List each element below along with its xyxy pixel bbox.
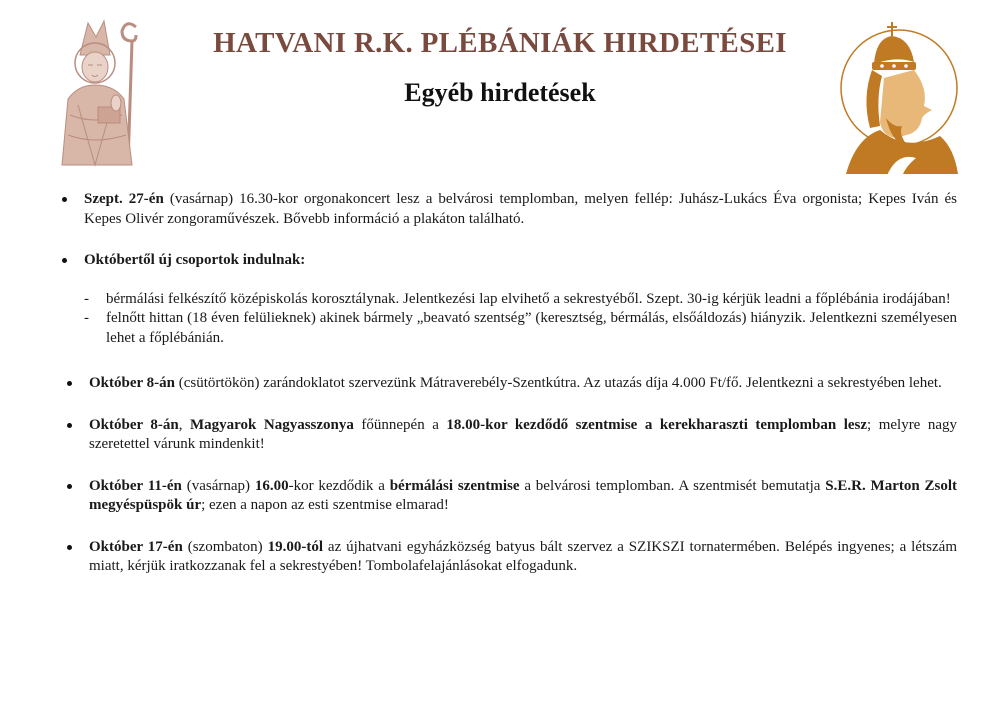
- announcement-text: (vasárnap) 16.30-kor orgonakoncert lesz a belvárosi templomban, melyen fellép: Juhász-Lukács Éva orgonista; Kepes Iván és Kepes Olivér zongoraművészek. Bővebb információ a plakáton található.: [84, 191, 957, 227]
- page-title: HATVANI R.K. PLÉBÁNIÁK HIRDETÉSEI: [213, 27, 787, 59]
- announcement-date: Október 11-én: [89, 477, 182, 494]
- bullet-icon: [67, 381, 72, 386]
- announcement-item: [62, 374, 957, 394]
- sub-item: [62, 290, 957, 310]
- announcement-text: az újhatvani egyházközség batyus bált szervez a SZIKSZI tornatermében. Belépés ingyenes; a létszám miatt, kérjük iratkozzanak fel a sekrestyében! Tombolafelajánlásokat elfogadunk.: [89, 538, 957, 574]
- announcement-text: (csütörtökön) zarándoklatot szervezünk Mátraverebély-Szentkútra. Az utazás díja 4.000 Ft/fő. Jelentkezni a sekrestyében lehet.: [174, 375, 942, 391]
- sub-item-text: felnőtt hittan (18 éven felülieknek) akinek bármely „beavató szentség” (keresztség, bérmálás, elsőáldozás) hiányzik. Jelentkezni személyesen lehet a főplébánián.: [106, 310, 957, 346]
- announcement-date: Október 8-án: [89, 375, 175, 391]
- announcement-heading: Októbertől új csoportok indulnak:: [84, 252, 306, 268]
- dash-icon: -: [84, 310, 89, 326]
- announcement-highlight: 19.00-tól: [267, 538, 324, 555]
- announcement-item: [62, 538, 957, 577]
- announcement-text: ,: [178, 416, 190, 433]
- bullet-icon: [62, 197, 67, 202]
- announcement-item: [62, 416, 957, 455]
- announcement-highlight: bérmálási szentmise: [389, 477, 520, 494]
- page-subtitle: Egyéb hirdetések: [404, 78, 596, 107]
- announcement-text: -kor kezdődik a: [288, 477, 390, 494]
- bullet-icon: [62, 258, 67, 263]
- sub-item: [62, 309, 957, 348]
- dash-icon: -: [84, 290, 89, 307]
- sub-item-text: bérmálási felkészítő középiskolás korosztálynak. Jelentkezési lap elvihető a sekrestyéből. Szept. 30-ig kérjük leadni a főplébánia irodájában!: [106, 290, 951, 307]
- bullet-icon: [67, 423, 72, 428]
- bullet-icon: [67, 484, 72, 489]
- announcement-text: a belvárosi templomban. A szentmisét bemutatja: [519, 477, 826, 494]
- announcement-item: [62, 251, 957, 271]
- announcement-date: Október 17-én: [89, 538, 183, 555]
- announcement-text: (szombaton): [182, 538, 268, 555]
- announcement-text: főünnepén a: [353, 416, 447, 433]
- announcement-highlight: 18.00-kor kezdődő szentmise a kerekharaszti templomban lesz: [446, 416, 868, 433]
- announcement-item: [62, 477, 957, 516]
- announcement-text: ; melyre nagy szeretettel várunk mindenkit!: [89, 416, 957, 452]
- announcement-text: ; ezen a napon az esti szentmise elmarad!: [201, 497, 449, 513]
- announcement-date: Október 8-án: [89, 416, 179, 433]
- announcement-text: (vasárnap): [181, 477, 255, 494]
- announcement-item: [62, 190, 957, 229]
- announcement-date: Szept. 27-én: [84, 191, 164, 207]
- announcement-list: [62, 190, 957, 577]
- announcement-highlight: 16.00: [254, 477, 289, 494]
- announcement-highlight: S.E.R. Marton Zsolt megyéspüspök úr: [89, 477, 958, 513]
- announcement-highlight: Magyarok Nagyasszonya: [189, 416, 354, 433]
- bullet-icon: [67, 545, 72, 550]
